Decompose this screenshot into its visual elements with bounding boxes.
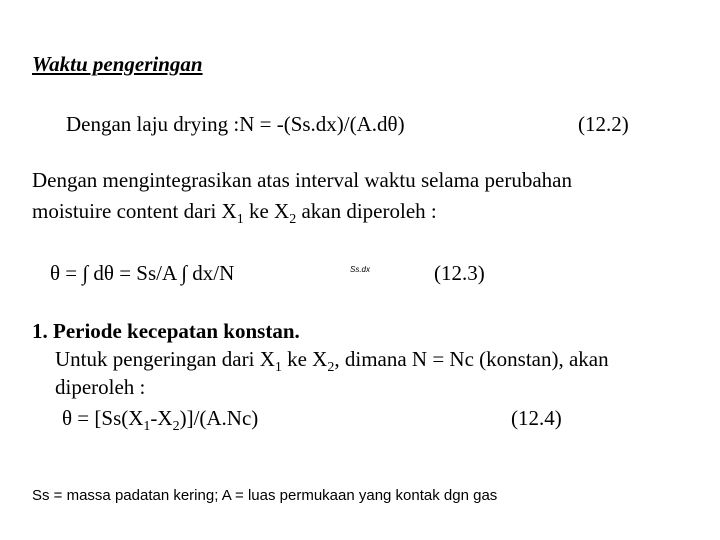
equation-number-12-4: (12.4) <box>511 406 562 430</box>
text-part: θ = [Ss(X <box>62 406 144 430</box>
section-line-2: diperoleh : <box>55 375 146 399</box>
equation-12-2: Dengan laju drying :N = -(Ss.dx)/(A.dθ) <box>66 112 405 136</box>
section-line-1 <box>55 346 609 375</box>
text-part: ke X <box>243 199 290 223</box>
equation-12-4 <box>62 405 259 434</box>
equation-number-12-2: (12.2) <box>578 112 629 136</box>
text-part: Untuk pengeringan dari X <box>55 347 275 371</box>
section-heading: 1. Periode kecepatan konstan. <box>32 319 300 343</box>
subscript: 2 <box>172 419 180 434</box>
text-part: , dimana N = Nc (konstan), akan <box>334 347 609 371</box>
text-part: -X <box>150 406 173 430</box>
subscript: 2 <box>289 212 297 227</box>
subscript: 1 <box>236 212 244 227</box>
equation-number-12-3: (12.3) <box>434 261 485 285</box>
subscript: 1 <box>274 360 282 375</box>
text-part: akan diperoleh : <box>296 199 437 223</box>
equation-12-3: θ = ∫ dθ = Ss/A ∫ dx/N <box>50 261 235 285</box>
footnote: Ss = massa padatan kering; A = luas permukaan yang kontak dgn gas <box>32 487 498 504</box>
text-part: moistuire content dari X <box>32 199 237 223</box>
equation-small-note: Ss.dx <box>350 265 371 274</box>
paragraph-line-1: Dengan mengintegrasikan atas interval waktu selama perubahan <box>32 168 572 192</box>
subscript: 2 <box>327 360 335 375</box>
subscript: 1 <box>143 419 151 434</box>
paragraph-line-2 <box>32 198 437 227</box>
text-part: )]/(A.Nc) <box>179 406 259 430</box>
text-part: ke X <box>281 347 328 371</box>
section-title: Waktu pengeringan <box>32 52 203 76</box>
